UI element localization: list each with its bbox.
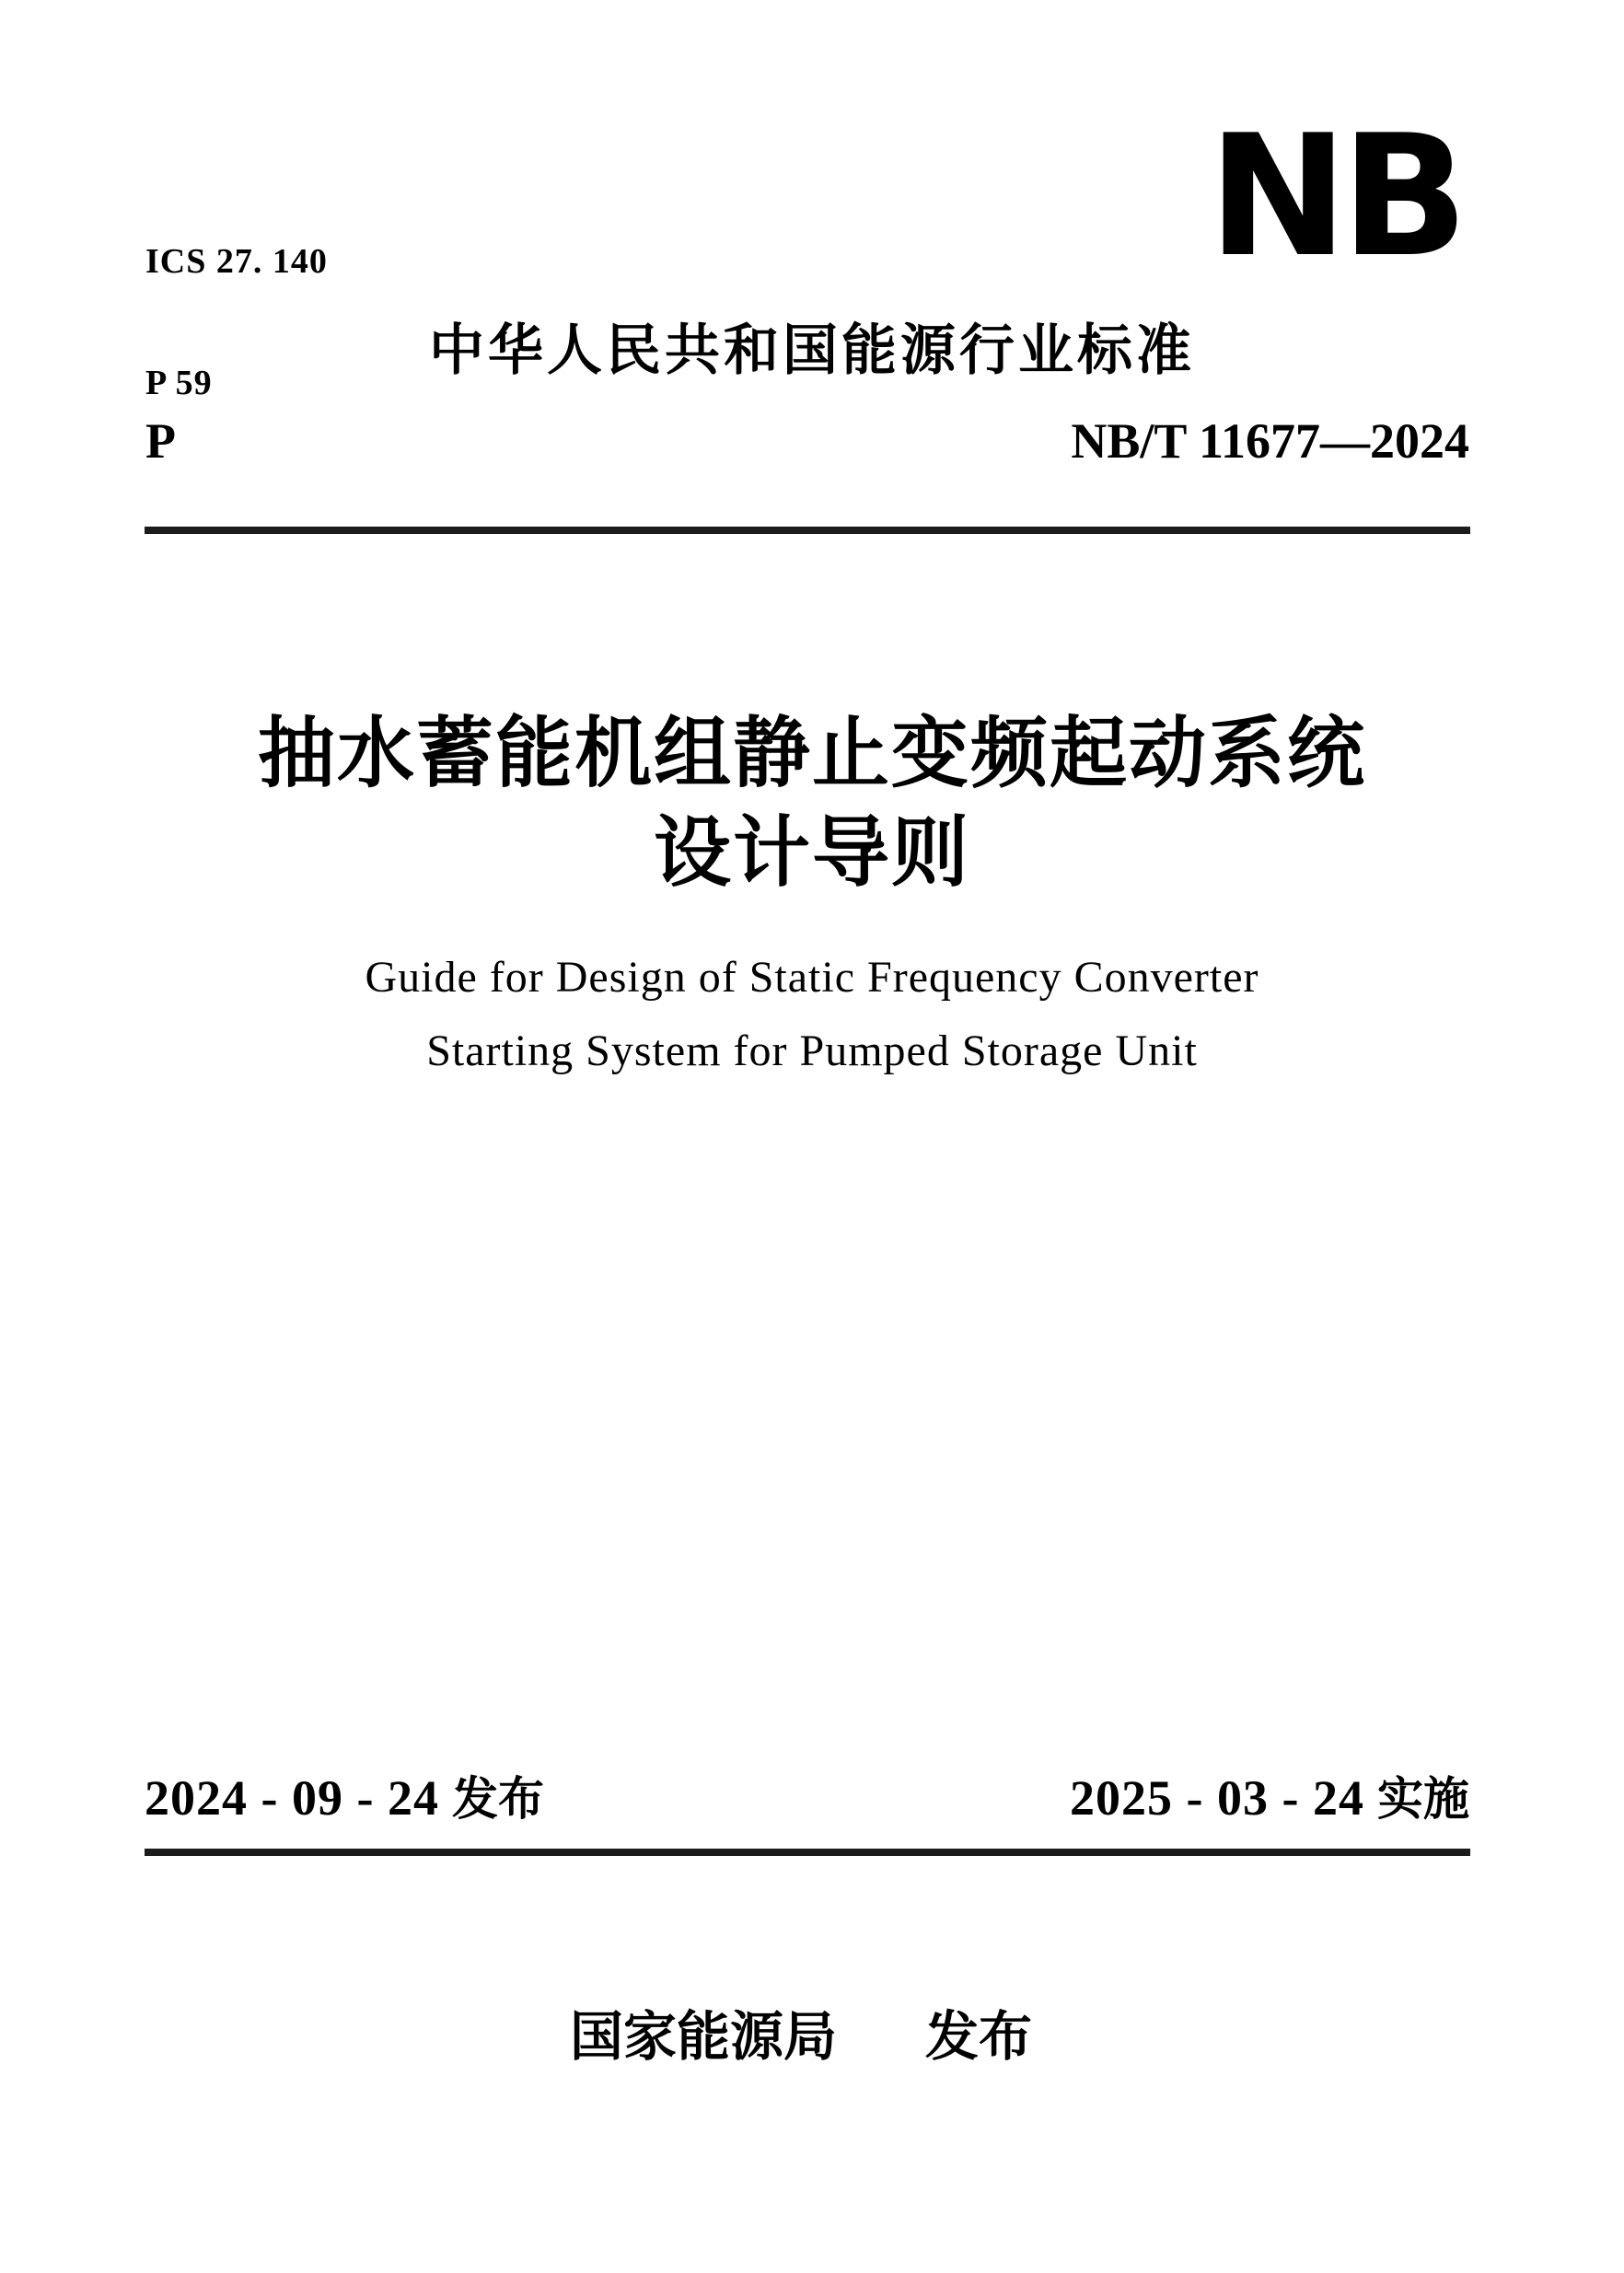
publisher-row (0, 2007, 1613, 2067)
issue-date-group (145, 1770, 544, 1826)
standard-code-row (145, 413, 1469, 469)
class-letter: P (145, 413, 176, 469)
publish-label: 发布 (925, 2007, 1033, 2067)
dates-row (145, 1770, 1469, 1826)
bottom-divider-rule (145, 1849, 1470, 1856)
standard-type-heading: 中华人民共和国能源行业标准 (429, 319, 1195, 381)
publisher-name: 国家能源局 (569, 2007, 837, 2067)
chinese-title-line2: 设计导则 (653, 809, 970, 896)
english-title-line2: Starting System for Pumped Storage Unit (426, 1026, 1198, 1075)
chinese-title-line1: 抽水蓄能机组静止变频起动系统 (257, 710, 1366, 796)
top-divider-rule (145, 527, 1470, 534)
nb-logo: NB (1208, 99, 1462, 294)
ics-code: ICS 27. 140 (145, 242, 328, 281)
english-title-line1: Guide for Design of Static Frequency Converter (365, 953, 1259, 1002)
classification-code: P 59 (145, 364, 213, 402)
standard-number: NB/T 11677—2024 (1071, 413, 1469, 469)
implement-date-group (1070, 1770, 1469, 1826)
issue-date-label: 发布 (451, 1773, 544, 1825)
issue-date: 2024 - 09 - 24 (145, 1770, 439, 1826)
implement-date: 2025 - 03 - 24 (1070, 1770, 1364, 1826)
implement-date-label: 实施 (1377, 1773, 1469, 1825)
english-title (0, 941, 1624, 1088)
chinese-title (0, 703, 1624, 902)
